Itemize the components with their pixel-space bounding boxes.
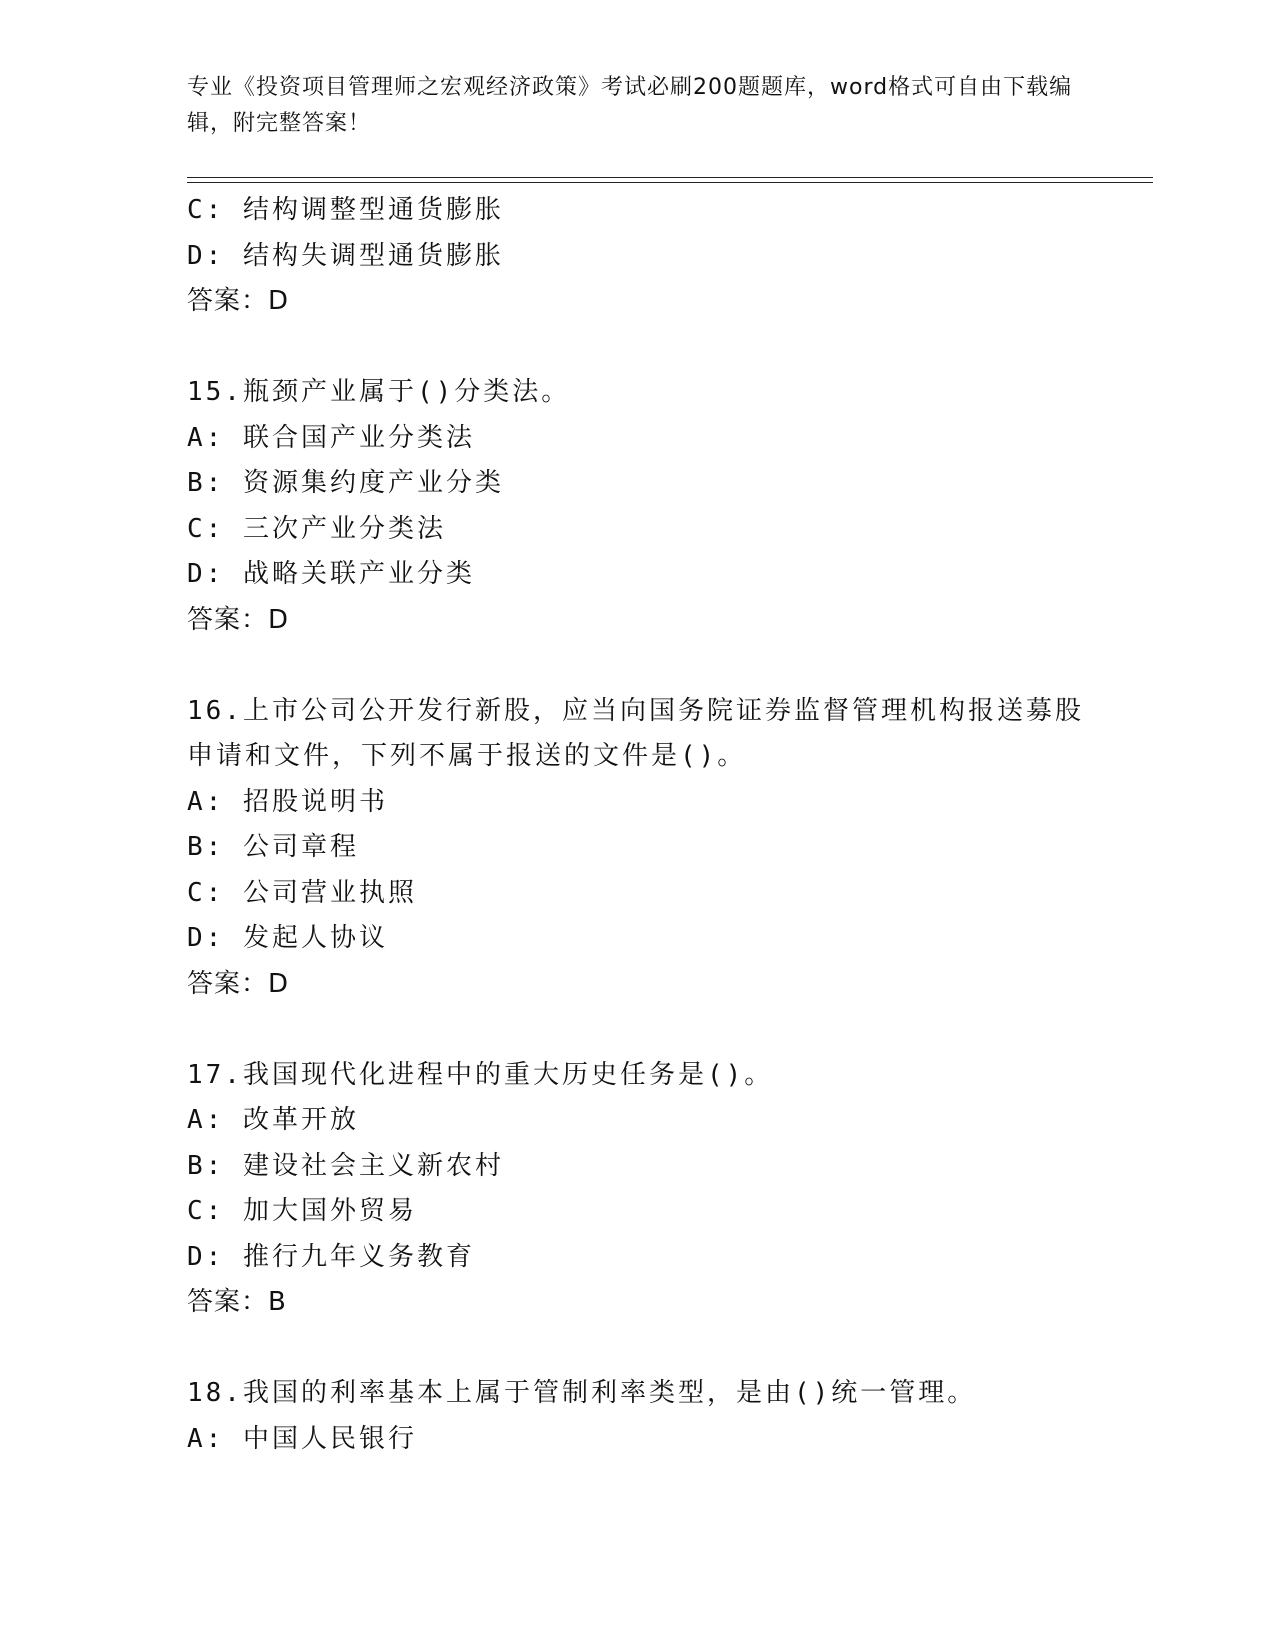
question-list [187, 188, 1127, 1462]
option-a: A: 改革开放 [187, 1105, 359, 1135]
question-17 [187, 1053, 1127, 1326]
question-16 [187, 689, 1127, 1008]
question-18 [187, 1371, 1127, 1462]
question-gap [187, 643, 1127, 689]
question-gap [187, 1007, 1127, 1053]
header-divider-top [187, 177, 1153, 178]
option-d: D: 推行九年义务教育 [187, 1241, 475, 1272]
answer-label: 答案：D [187, 604, 290, 635]
question-stem: 18.我国的利率基本上属于管制利率类型，是由()统一管理。 [187, 1378, 977, 1408]
question-gap [187, 325, 1127, 371]
question-stem: 16.上市公司公开发行新股，应当向国务院证券监督管理机构报送募股申请和文件，下列不属于报送的文件是()。 [187, 695, 1084, 771]
option-c: C: 加大国外贸易 [187, 1196, 417, 1226]
question-gap [187, 1326, 1127, 1372]
question-stem: 15.瓶颈产业属于()分类法。 [187, 377, 571, 407]
answer-label: 答案：B [187, 1287, 287, 1317]
header-divider-bottom [187, 182, 1153, 183]
option-c: C: 结构调整型通货膨胀 [187, 195, 504, 225]
option-a: A: 联合国产业分类法 [187, 422, 475, 453]
option-d: D: 发起人协议 [187, 923, 388, 953]
option-c: C: 三次产业分类法 [187, 513, 446, 544]
option-b: B: 资源集约度产业分类 [187, 468, 504, 498]
question-15 [187, 370, 1127, 643]
option-b: B: 公司章程 [187, 832, 359, 862]
option-d: D: 战略关联产业分类 [187, 559, 475, 589]
answer-label: 答案：D [187, 968, 290, 999]
option-a: A: 招股说明书 [187, 786, 388, 817]
option-a: A: 中国人民银行 [187, 1423, 417, 1454]
answer-label: 答案：D [187, 286, 290, 316]
option-d: D: 结构失调型通货膨胀 [187, 240, 504, 271]
option-c: C: 公司营业执照 [187, 877, 417, 908]
document-header: 专业《投资项目管理师之宏观经济政策》考试必刷200题题库，word格式可自由下载编辑，附完整答案！ [187, 75, 1073, 136]
option-b: B: 建设社会主义新农村 [187, 1150, 504, 1181]
partial-question [187, 188, 1127, 325]
question-stem: 17.我国现代化进程中的重大历史任务是()。 [187, 1059, 774, 1090]
